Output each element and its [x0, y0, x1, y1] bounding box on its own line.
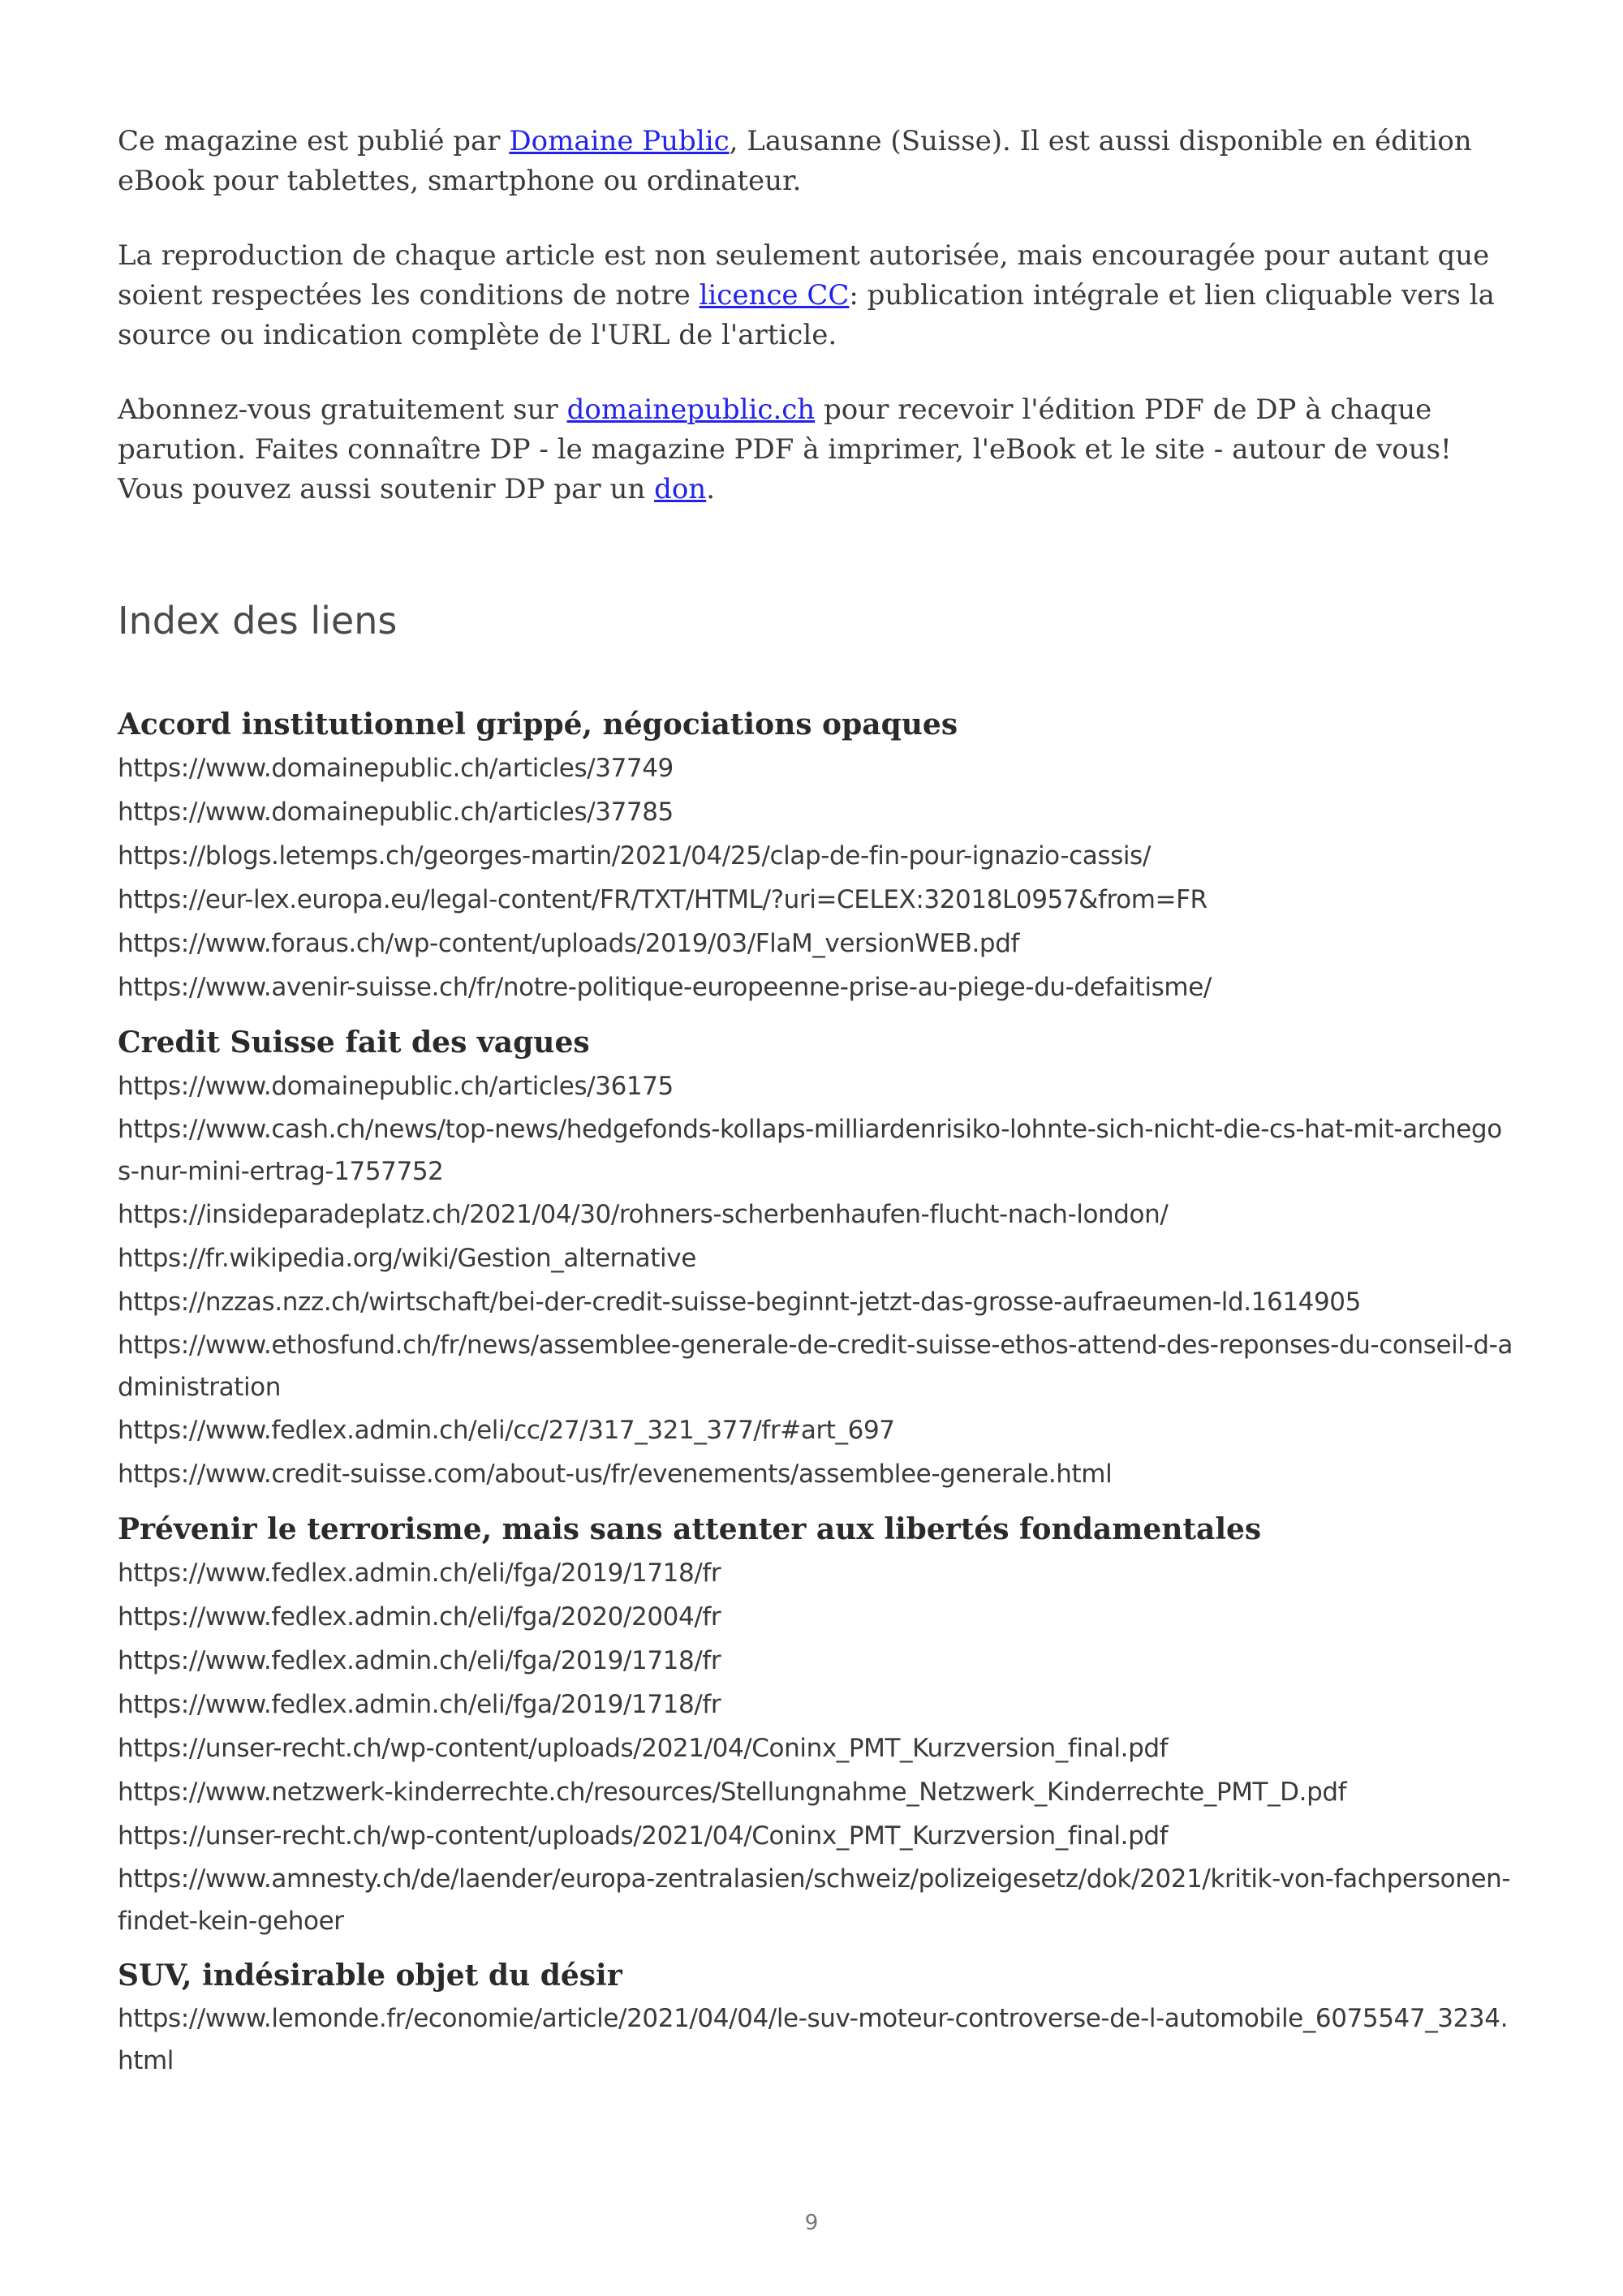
- link-url[interactable]: https://unser-recht.ch/wp-content/uploads/2021/04/Coninx_PMT_Kurzversion_final.pdf: [118, 1734, 1169, 1763]
- intro-text: Ce magazine est publié par: [118, 125, 510, 157]
- intro-paragraph-license: [118, 236, 1513, 355]
- link-url[interactable]: https://www.fedlex.admin.ch/eli/fga/2019/1718/fr: [118, 1559, 721, 1588]
- index-section: [118, 1511, 1513, 1942]
- index-title: Index des liens: [118, 599, 398, 643]
- page-number: 9: [804, 2211, 819, 2235]
- section-title: SUV, indésirable objet du désir: [118, 1958, 622, 1993]
- link-url[interactable]: https://www.fedlex.admin.ch/eli/fga/2019/1718/fr: [118, 1646, 721, 1675]
- link-url[interactable]: https://blogs.letemps.ch/georges-martin/2021/04/25/clap-de-fin-pour-ignazio-cassis/: [118, 841, 1151, 871]
- link-url[interactable]: https://www.domainepublic.ch/articles/37749: [118, 754, 674, 783]
- link-url[interactable]: https://www.lemonde.fr/economie/article/2021/04/04/le-suv-moteur-controverse-de-l-automobile_6075547_3234.html: [118, 2004, 1509, 2075]
- link-url[interactable]: https://www.amnesty.ch/de/laender/europa-zentralasien/schweiz/polizeigesetz/dok/2021/kritik-von-fachpersonen-findet-kein-gehoer: [118, 1864, 1511, 1936]
- intro-text: La reproduction de chaque article est non seulement autorisée, mais encouragée pour autant que soient respectées les conditions de notre: [118, 239, 1490, 312]
- link-url[interactable]: https://www.cash.ch/news/top-news/hedgefonds-kollaps-milliardenrisiko-lohnte-sich-nicht-die-cs-hat-mit-archegos-nur-mini-ertrag-1757752: [118, 1115, 1502, 1186]
- domaine-public-link[interactable]: Domaine Public: [509, 125, 730, 157]
- section-title: Accord institutionnel grippé, négociations opaques: [118, 707, 958, 742]
- index-section: [118, 706, 1513, 1009]
- document-page: [118, 122, 1513, 2096]
- intro-text: , Lausanne (Suisse). Il est aussi disponible en édition eBook pour tablettes, smartphone ou ordinateur.: [118, 125, 1472, 197]
- don-link[interactable]: don: [654, 473, 707, 505]
- intro-block: [118, 122, 1513, 510]
- section-title: Credit Suisse fait des vagues: [118, 1025, 590, 1060]
- link-url[interactable]: https://www.avenir-suisse.ch/fr/notre-politique-europeenne-prise-au-piege-du-defaitisme/: [118, 973, 1212, 1002]
- link-url[interactable]: https://nzzas.nzz.ch/wirtschaft/bei-der-credit-suisse-beginnt-jetzt-das-grosse-aufraeumen-ld.1614905: [118, 1288, 1361, 1317]
- index-section: [118, 1957, 1513, 2082]
- link-url[interactable]: https://www.foraus.ch/wp-content/uploads/2019/03/FlaM_versionWEB.pdf: [118, 929, 1020, 958]
- link-url[interactable]: https://www.fedlex.admin.ch/eli/fga/2019/1718/fr: [118, 1690, 721, 1719]
- index-section: [118, 1024, 1513, 1496]
- intro-paragraph-publisher: [118, 122, 1513, 201]
- link-url[interactable]: https://www.fedlex.admin.ch/eli/cc/27/317_321_377/fr#art_697: [118, 1416, 895, 1445]
- intro-text: Abonnez-vous gratuitement sur: [118, 393, 567, 426]
- link-url[interactable]: https://eur-lex.europa.eu/legal-content/FR/TXT/HTML/?uri=CELEX:32018L0957&from=FR: [118, 885, 1208, 914]
- link-url[interactable]: https://www.credit-suisse.com/about-us/fr/evenements/assemblee-generale.html: [118, 1460, 1113, 1489]
- link-url[interactable]: https://www.domainepublic.ch/articles/37785: [118, 798, 674, 827]
- link-url[interactable]: https://fr.wikipedia.org/wiki/Gestion_alternative: [118, 1244, 696, 1273]
- link-url[interactable]: https://www.domainepublic.ch/articles/36175: [118, 1072, 674, 1101]
- section-title: Prévenir le terrorisme, mais sans attenter aux libertés fondamentales: [118, 1512, 1262, 1546]
- link-url[interactable]: https://www.netzwerk-kinderrechte.ch/resources/Stellungnahme_Netzwerk_Kinderrechte_PMT_D.pdf: [118, 1778, 1347, 1807]
- intro-paragraph-subscribe: [118, 390, 1513, 510]
- link-url[interactable]: https://unser-recht.ch/wp-content/uploads/2021/04/Coninx_PMT_Kurzversion_final.pdf: [118, 1821, 1169, 1851]
- intro-text: pour recevoir l'édition PDF de DP à chaque parution. Faites connaître DP - le magazine PDF à imprimer, l'eBook et le site - autour de vous! Vous pouvez aussi soutenir DP par un: [118, 393, 1452, 505]
- domainepublic-link[interactable]: domainepublic.ch: [566, 393, 816, 426]
- licence-cc-link[interactable]: licence CC: [699, 279, 850, 312]
- intro-text: .: [706, 473, 716, 505]
- intro-text: : publication intégrale et lien cliquable vers la source ou indication complète de l'URL de l'article.: [118, 279, 1495, 351]
- link-url[interactable]: https://www.ethosfund.ch/fr/news/assemblee-generale-de-credit-suisse-ethos-attend-des-reponses-du-conseil-d-administration: [118, 1331, 1513, 1402]
- link-url[interactable]: https://www.fedlex.admin.ch/eli/fga/2020/2004/fr: [118, 1602, 721, 1632]
- link-url[interactable]: https://insideparadeplatz.ch/2021/04/30/rohners-scherbenhaufen-flucht-nach-london/: [118, 1200, 1169, 1229]
